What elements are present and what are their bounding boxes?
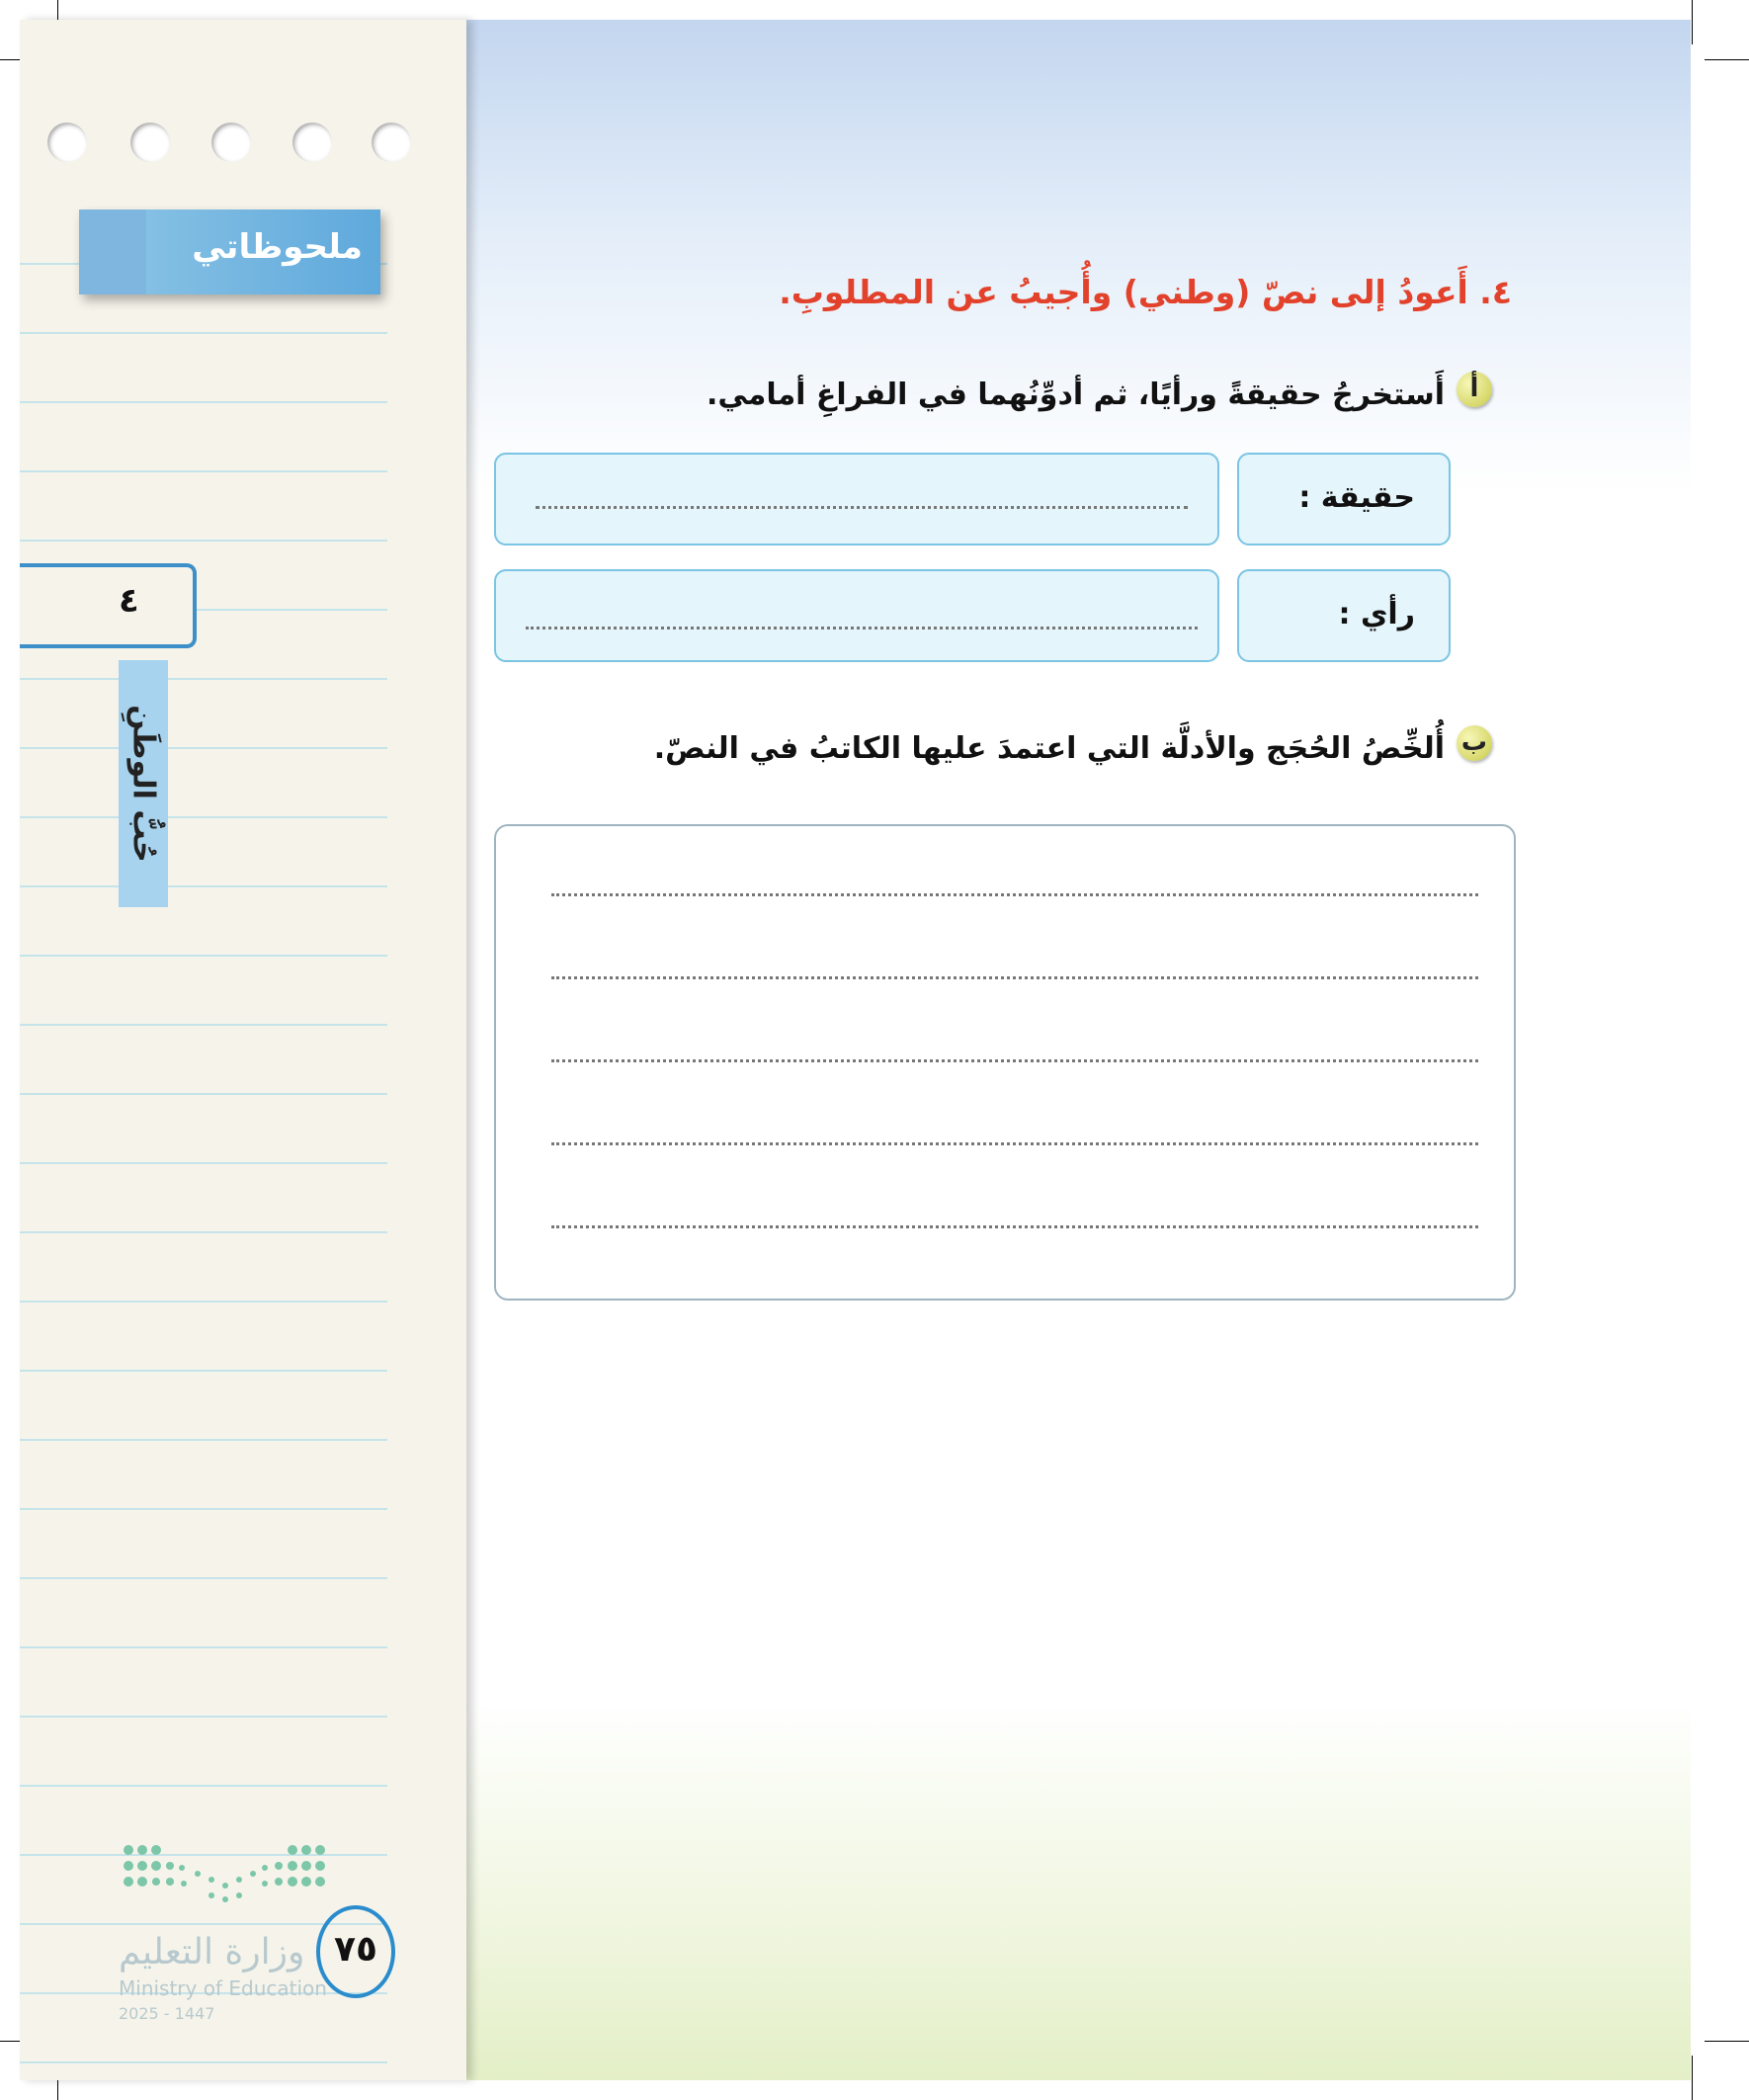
dotted-line — [536, 506, 1188, 509]
unit-name: حُبُّ الوطَنِ — [125, 705, 161, 863]
dotted-line — [526, 627, 1198, 630]
ministry-name-arabic: وزارة التعليم — [119, 1932, 305, 1973]
crop-mark — [1705, 2041, 1749, 2042]
unit-number: ٤ — [119, 581, 139, 621]
ruled-line — [20, 1093, 387, 1095]
question-title: ٤. أَعودُ إلى نصّ (وطني) وأُجيبُ عن المطلوبِ. — [779, 273, 1512, 311]
ruled-line — [20, 540, 387, 542]
ruled-line — [20, 2061, 387, 2063]
ruled-line — [20, 470, 387, 472]
fact-label: حقيقة : — [1298, 480, 1415, 515]
dotted-line — [551, 893, 1478, 896]
unit-ribbon — [119, 660, 168, 907]
opinion-label-box — [1237, 569, 1451, 662]
opinion-label: رأي : — [1338, 597, 1415, 631]
dotted-line — [551, 1142, 1478, 1145]
ruled-line — [20, 1439, 387, 1441]
part-a-prompt: أَستخرجُ حقيقةً ورأيًا، ثم أدوِّنُهما في الفراغِ أمامي. — [707, 378, 1445, 412]
binder-hole — [292, 123, 332, 162]
ruled-line — [20, 1716, 387, 1718]
ruled-line — [20, 678, 387, 680]
ruled-line — [20, 1577, 387, 1579]
ruled-line — [20, 1646, 387, 1648]
notes-sidebar — [20, 20, 466, 2080]
fact-answer-field[interactable] — [494, 453, 1219, 546]
unit-number-box — [20, 563, 197, 648]
part-a-badge: أ — [1457, 372, 1492, 407]
dotted-line — [551, 976, 1478, 979]
ruled-line — [20, 1024, 387, 1026]
notes-title: ملحوظاتي — [192, 227, 363, 267]
binder-hole — [211, 123, 251, 162]
part-b-prompt: أُلخِّصُ الحُجَج والأدلَّة التي اعتمدَ عليها الكاتبُ في النصّ. — [653, 731, 1445, 766]
ruled-line — [20, 1301, 387, 1302]
page-number: ٧٥ — [334, 1929, 377, 1970]
banner-tab — [79, 210, 146, 294]
ruled-line — [20, 401, 387, 403]
fact-label-box — [1237, 453, 1451, 546]
binder-hole — [372, 123, 411, 162]
ruled-line — [20, 1162, 387, 1164]
ruled-line — [20, 885, 387, 887]
ruled-line — [20, 747, 387, 749]
crop-mark — [1692, 0, 1693, 44]
dotted-line — [551, 1059, 1478, 1062]
ruled-line — [20, 1231, 387, 1233]
page-number-circle — [316, 1905, 395, 1998]
dotted-line — [551, 1225, 1478, 1228]
notes-banner — [79, 210, 380, 294]
ministry-logo-icon — [117, 1840, 334, 1919]
ministry-year: 2025 - 1447 — [119, 2004, 215, 2023]
ruled-line — [20, 1370, 387, 1372]
ruled-line — [20, 955, 387, 957]
opinion-answer-field[interactable] — [494, 569, 1219, 662]
binder-hole — [47, 123, 87, 162]
crop-mark — [1705, 59, 1749, 60]
ruled-line — [20, 1508, 387, 1510]
ministry-name-english: Ministry of Education — [119, 1976, 327, 2000]
binder-hole — [130, 123, 170, 162]
ruled-line — [20, 332, 387, 334]
ruled-line — [20, 816, 387, 818]
part-b-badge: ب — [1457, 725, 1492, 761]
crop-mark — [1692, 2056, 1693, 2100]
summary-answer-field[interactable] — [494, 824, 1516, 1301]
ruled-line — [20, 1785, 387, 1787]
